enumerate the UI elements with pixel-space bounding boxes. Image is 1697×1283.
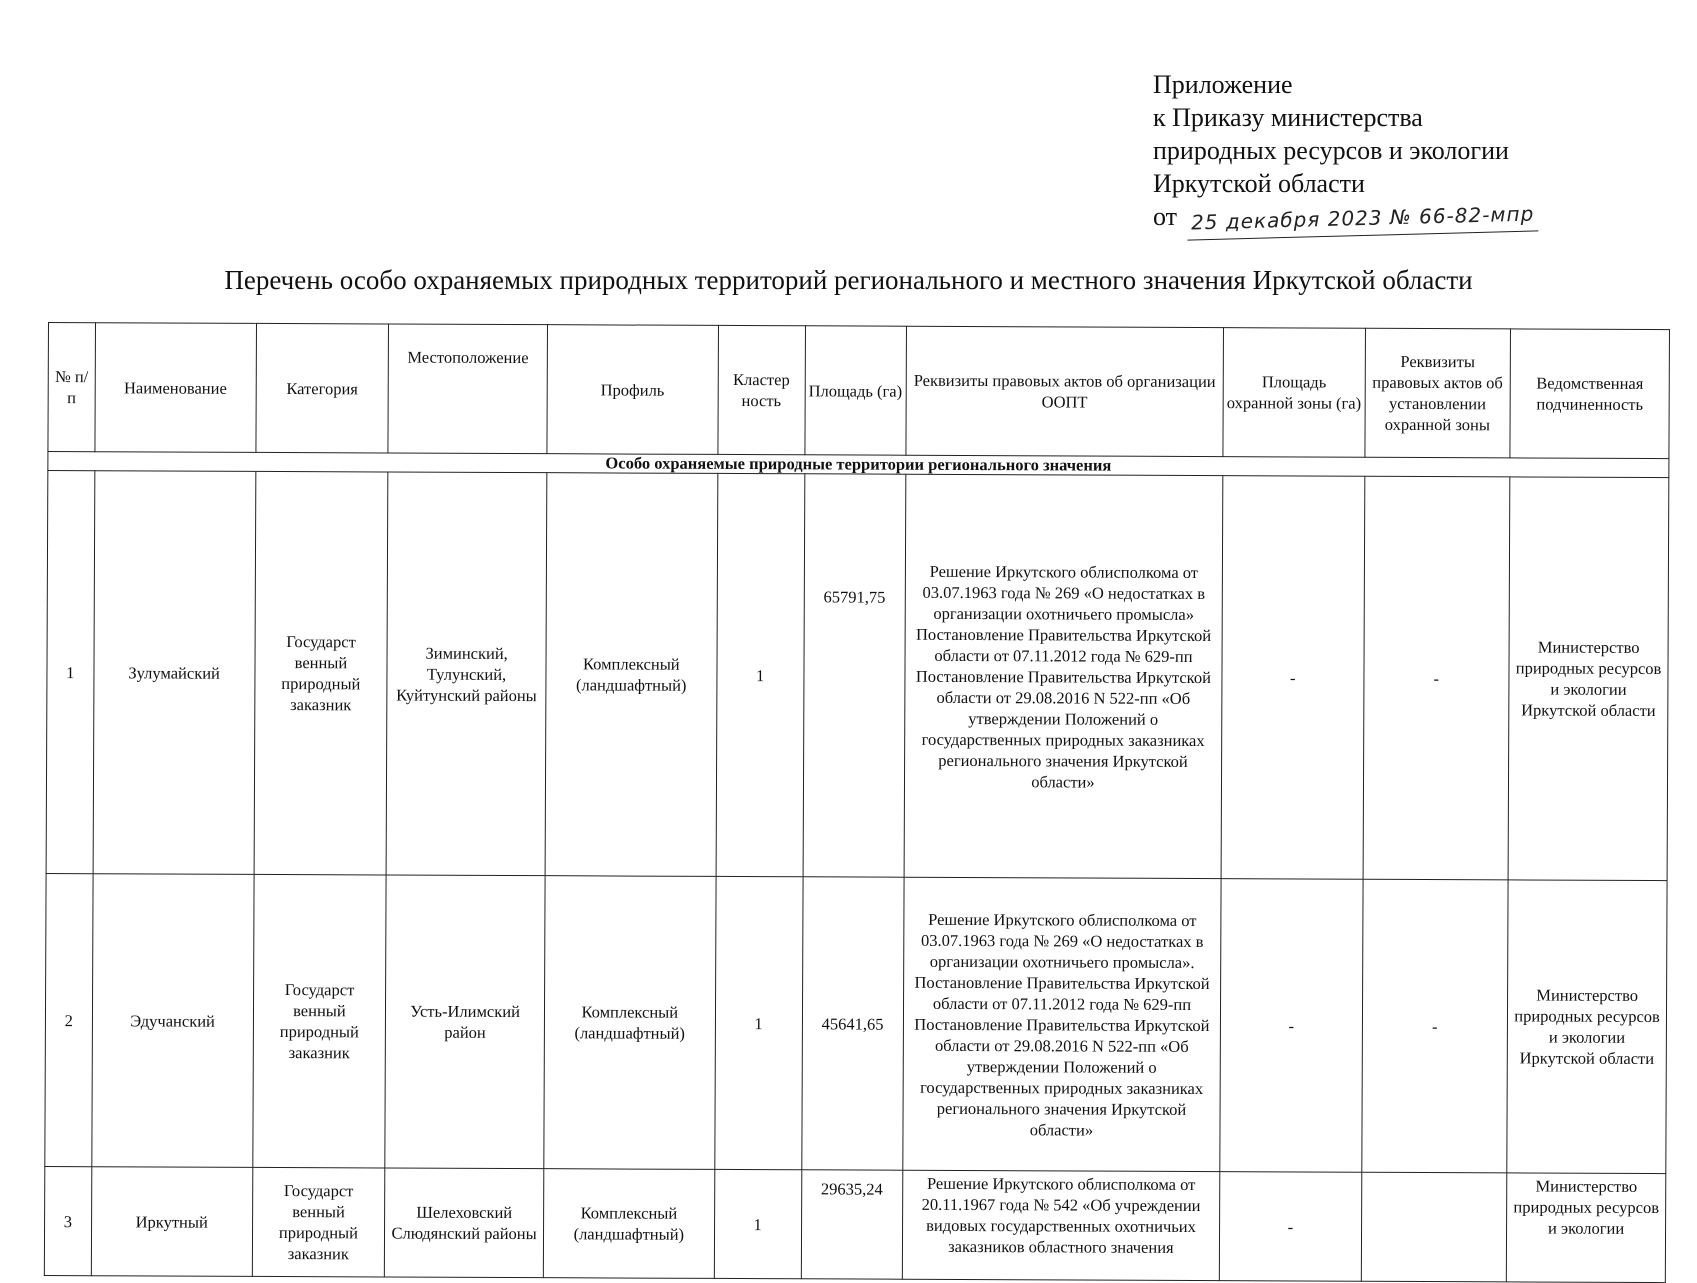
document-title: Перечень особо охраняемых природных территорий регионального и местного значения Иркутской области <box>224 265 1473 295</box>
header-name: Наименование <box>95 323 256 453</box>
cell-profile: Комплексный (ландшафтный) <box>545 473 717 877</box>
cell-cluster: 1 <box>714 1169 801 1278</box>
header-buffer-legal: Реквизиты правовых актов об установлении охранной зоны <box>1364 328 1510 458</box>
cell-location: Усть-Илимский район <box>385 875 545 1169</box>
cell-num: 3 <box>44 1166 91 1275</box>
cell-area: 65791,75 <box>803 474 906 877</box>
appendix-line-4: Иркутской области <box>1153 169 1365 198</box>
table-row <box>44 1166 1665 1282</box>
appendix-line-2: к Приказу министерства <box>1153 103 1423 132</box>
cell-cluster: 1 <box>714 876 802 1169</box>
cell-buffer-area: - <box>1221 476 1364 880</box>
appendix-block <box>1153 68 1538 236</box>
cell-name: Зулумайский <box>93 471 256 875</box>
cell-name: Эдучанский <box>92 874 254 1168</box>
cell-num: 2 <box>45 873 93 1166</box>
table-header-row <box>48 323 1670 459</box>
header-category: Категория <box>256 323 389 453</box>
cell-category: Государст венный природный заказник <box>254 471 388 875</box>
section-heading: Особо охраняемые природные территории регионального значения <box>48 452 1669 478</box>
cell-buffer-area: - <box>1220 879 1363 1173</box>
cell-name: Иркутный <box>91 1167 252 1277</box>
appendix-from-prefix: от <box>1153 202 1178 231</box>
cell-area: 29635,24 <box>801 1170 903 1279</box>
oopt-registry-table <box>44 322 1670 1283</box>
cell-category: Государст венный природный заказник <box>252 1167 385 1277</box>
cell-buffer-area: - <box>1220 1172 1362 1282</box>
cell-legal-acts: Решение Иркутского облисполкома от 03.07.1963 года № 269 «О недостатках в организации охотничьего промысла» Постановление Правительства Иркутской области от 07.11.2012 года № 629-пп Постановление Правительства Иркутской области от 29.08.2016 N 522-пп «Об утверждении Положений о государственных природных заказниках регионального значения Иркутской области» <box>904 474 1223 878</box>
header-location: Местоположение <box>388 324 547 454</box>
header-cluster: Кластер ность <box>718 325 806 454</box>
appendix-date-line <box>1153 200 1538 236</box>
header-authority: Ведомственная подчиненность <box>1510 329 1669 459</box>
cell-authority: Министерство природных ресурсов и экологии <box>1506 1173 1665 1283</box>
cell-category: Государст венный природный заказник <box>252 874 386 1168</box>
table-row <box>46 471 1669 881</box>
appendix-line-3: природных ресурсов и экологии <box>1153 136 1509 165</box>
header-area: Площадь (га) <box>805 326 907 455</box>
handwritten-date: 25 декабря 2023 № 66-82-мпр <box>1187 197 1539 240</box>
cell-cluster: 1 <box>716 473 805 876</box>
header-profile: Профиль <box>547 325 718 455</box>
cell-location: Зиминский, Тулунский, Куйтунский районы <box>386 472 546 876</box>
cell-authority: Министерство природных ресурсов и экологии Иркутской области <box>1507 880 1667 1174</box>
header-buffer-area: Площадь охранной зоны (га) <box>1223 328 1365 458</box>
cell-authority: Министерство природных ресурсов и экологии Иркутской области <box>1508 477 1669 881</box>
cell-legal-acts: Решение Иркутского облисполкома от 20.11.1967 года № 542 «Об учреждении видовых государственных охотничьих заказников областного значения <box>902 1170 1220 1280</box>
cell-location: Шелеховский Слюдянский районы <box>385 1168 544 1278</box>
cell-legal-acts: Решение Иркутского облисполкома от 03.07.1963 года № 269 «О недостатках в организации охотничьего промысла». Постановление Правительства Иркутской области от 07.11.2012 года № 629-пп Постановление Правительства Иркутской области от 29.08.2016 N 522-пп «Об утверждении Положений о государственных природных заказниках регионального значения Иркутской области» <box>903 877 1222 1171</box>
cell-buffer-legal <box>1361 1172 1507 1282</box>
cell-num: 1 <box>46 471 94 874</box>
cell-area: 45641,65 <box>801 877 903 1170</box>
header-legal-acts: Реквизиты правовых актов об организации ООПТ <box>906 326 1224 456</box>
cell-buffer-legal: - <box>1361 879 1508 1173</box>
table-row <box>45 873 1667 1173</box>
header-num: № п/п <box>48 323 95 452</box>
appendix-line-1: Приложение <box>1153 70 1293 99</box>
cell-profile: Комплексный (ландшафтный) <box>543 1169 714 1279</box>
cell-profile: Комплексный (ландшафтный) <box>544 876 716 1170</box>
cell-buffer-legal: - <box>1363 476 1510 880</box>
